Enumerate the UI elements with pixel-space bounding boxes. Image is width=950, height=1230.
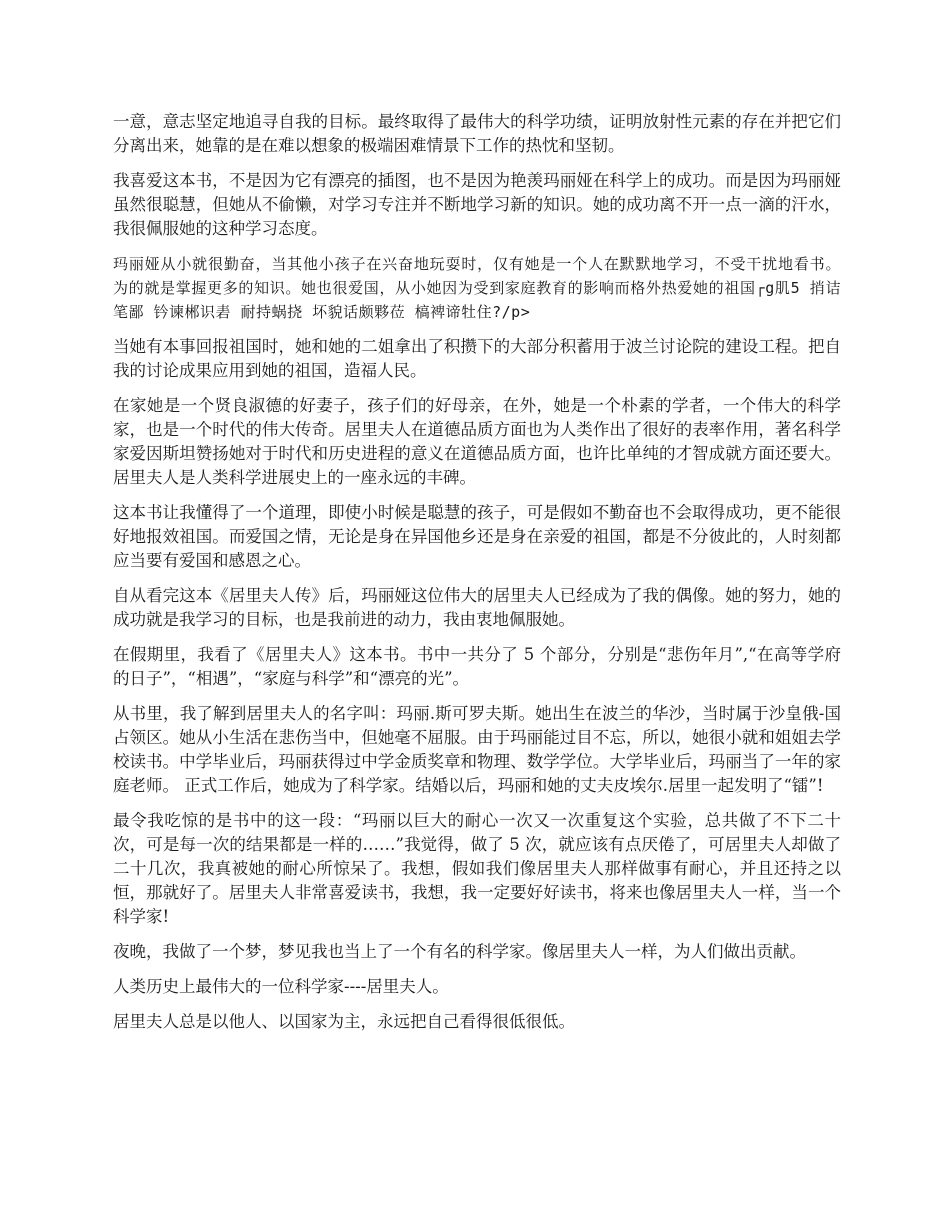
paragraph-7: 自从看完这本《居里夫人传》后，玛丽娅这位伟大的居里夫人已经成为了我的偶像。她的努力，她的成功就是我学习的目标，也是我前进的动力，我由衷地佩服她。 [113, 586, 841, 629]
paragraph-1: 一意，意志坚定地追寻自我的目标。最终取得了最伟大的科学功绩，证明放射性元素的存在并把它们分离出来，她靠的是在难以想象的极端困难情景下工作的热忱和坚韧。 [113, 112, 841, 155]
paragraph-8: 在假期里，我看了《居里夫人》这本书。书中一共分了 5 个部分，分别是“悲伤年月”,“在高等学府的日子”，“相遇”，“家庭与科学”和“漂亮的光”。 [113, 645, 841, 688]
paragraph-6: 这本书让我懂得了一个道理，即使小时候是聪慧的孩子，可是假如不勤奋也不会取得成功，更不能很好地报效祖国。而爱国之情，无论是身在异国他乡还是身在亲爱的祖国，都是不分彼此的，人时刻都应当要有爱国和感恩之心。 [113, 503, 841, 570]
paragraph-11: 夜晚，我做了一个梦，梦见我也当上了一个有名的科学家。像居里夫人一样，为人们做出贡献。 [113, 942, 806, 961]
paragraph-5: 在家她是一个贤良淑德的好妻子，孩子们的好母亲，在外，她是一个朴素的学者，一个伟大的科学家，也是一个时代的伟大传奇。居里夫人在道德品质方面也为人类作出了很好的表率作用，著名科学家爱因斯坦赞扬她对于时代和历史进程的意义在道德品质方面，也许比单纯的才智成就方面还要大。居里夫人是人类科学进展史上的一座永远的丰碑。 [113, 396, 841, 487]
paragraph-9: 从书里，我了解到居里夫人的名字叫：玛丽.斯可罗夫斯。她出生在波兰的华沙，当时属于沙皇俄-国占领区。她从小生活在悲伤当中，但她毫不屈服。由于玛丽能过目不忘，所以，她很小就和姐姐去学校读书。中学毕业后，玛丽获得过中学金质奖章和物理、数学学位。大学毕业后，玛丽当了一年的家庭老师。 正式工作后，她成为了科学家。结婚以后，玛丽和她的丈夫皮埃尔.居里一起发明了“镭”! [113, 704, 841, 795]
paragraph-13: 居里夫人总是以他人、以国家为主，永远把自己看得很低很低。 [113, 1012, 575, 1031]
paragraph-12: 人类历史上最伟大的一位科学家----居里夫人。 [113, 977, 449, 996]
document-body [113, 110, 841, 1045]
paragraph-10: 最令我吃惊的是书中的这一段：“玛丽以巨大的耐心一次又一次重复这个实验，总共做了不下二十次，可是每一次的结果都是一样的……”我觉得，做了 5 次，就应该有点厌倦了，可居里夫人却做了二十几次，我真被她的耐心所惊呆了。我想，假如我们像居里夫人那样做事有耐心，并且还持之以恒，那就好了。居里夫人非常喜爱读书，我想，我一定要好好读书，将来也像居里夫人一样，当一个科学家! [113, 811, 841, 926]
paragraph-2: 我喜爱这本书，不是因为它有漂亮的插图，也不是因为艳羡玛丽娅在科学上的成功。而是因为玛丽娅虽然很聪慧，但她从不偷懒，对学习专注并不断地学习新的知识。她的成功离不开一点一滴的汗水，我很佩服她的这种学习态度。 [113, 171, 841, 238]
paragraph-3: 玛丽娅从小就很勤奋，当其他小孩子在兴奋地玩耍时，仅有她是一个人在默默地学习，不受干扰地看书。为的就是掌握更多的知识。她也很爱国，从小她因为受到家庭教育的影响而格外热爱她的祖国┌g肌5 捎诘笔鄙 钤谏郴识砉 耐持蜗挠 坏貌话颇夥莅 槁裨谛牡住?/p> [113, 255, 841, 321]
paragraph-4: 当她有本事回报祖国时，她和她的二姐拿出了积攒下的大部分积蓄用于波兰讨论院的建设工程。把自我的讨论成果应用到她的祖国，造福人民。 [113, 337, 841, 380]
